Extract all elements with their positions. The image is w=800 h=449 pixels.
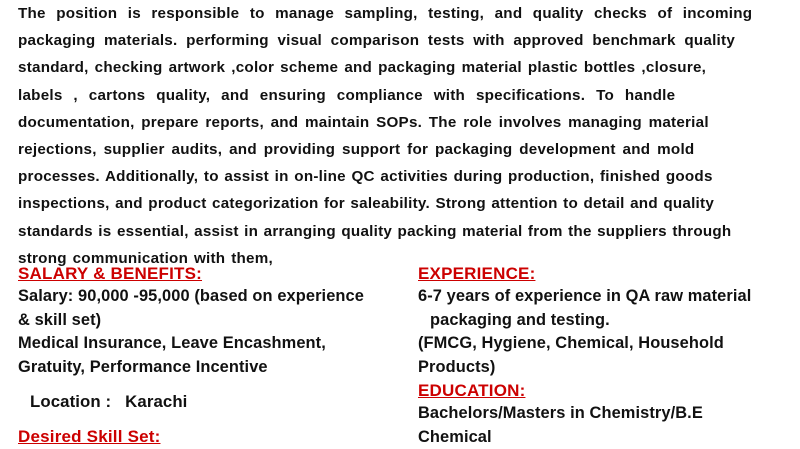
experience-line-1: 6-7 years of experience in QA raw material <box>418 285 782 309</box>
intro-line-6: rejections, supplier audits, and providing support for packaging development and mold <box>18 136 782 163</box>
education-line-2: Chemical <box>418 426 782 449</box>
desired-skill-set-heading: Desired Skill Set: <box>18 425 418 448</box>
experience-heading: EXPERIENCE: <box>418 262 782 285</box>
experience-line-4: Products) <box>418 356 782 380</box>
intro-line-8: inspections, and product categorization for saleability. Strong attention to detail and quality <box>18 190 782 217</box>
intro-line-7: processes. Additionally, to assist in on-line QC activities during production, finished goods <box>18 163 782 190</box>
benefits-line-2: Gratuity, Performance Incentive <box>18 356 418 380</box>
location-label: Location : <box>30 392 111 411</box>
intro-line-9: standards is essential, assist in arranging quality packing material from the suppliers through <box>18 218 782 245</box>
salary-line-1: Salary: 90,000 -95,000 (based on experience <box>18 285 418 309</box>
experience-line-2: packaging and testing. <box>418 309 782 333</box>
salary-benefits-heading: SALARY & BENEFITS: <box>18 262 418 285</box>
intro-line-5: documentation, prepare reports, and maintain SOPs. The role involves managing material <box>18 109 782 136</box>
education-line-1: Bachelors/Masters in Chemistry/B.E <box>418 402 782 426</box>
benefits-line-1: Medical Insurance, Leave Encashment, <box>18 332 418 356</box>
intro-line-2: packaging materials. performing visual comparison tests with approved benchmark quality <box>18 27 782 54</box>
intro-line-3: standard, checking artwork ,color scheme and packaging material plastic bottles ,closure, <box>18 54 782 81</box>
salary-line-2: & skill set) <box>18 309 418 333</box>
job-description-paragraph <box>18 0 782 272</box>
intro-line-1: The position is responsible to manage sampling, testing, and quality checks of incoming <box>18 0 782 27</box>
left-column <box>18 262 418 448</box>
left-column-spacer <box>18 379 418 390</box>
intro-line-4: labels , cartons quality, and ensuring compliance with specifications. To handle <box>18 82 782 109</box>
location-value: Karachi <box>111 392 187 411</box>
experience-line-3: (FMCG, Hygiene, Chemical, Household <box>418 332 782 356</box>
education-heading: EDUCATION: <box>418 379 782 402</box>
location-row <box>18 390 418 414</box>
intro-line-10: strong communication with them, <box>18 245 782 272</box>
left-column-spacer-2 <box>18 414 418 425</box>
right-column <box>418 262 782 449</box>
